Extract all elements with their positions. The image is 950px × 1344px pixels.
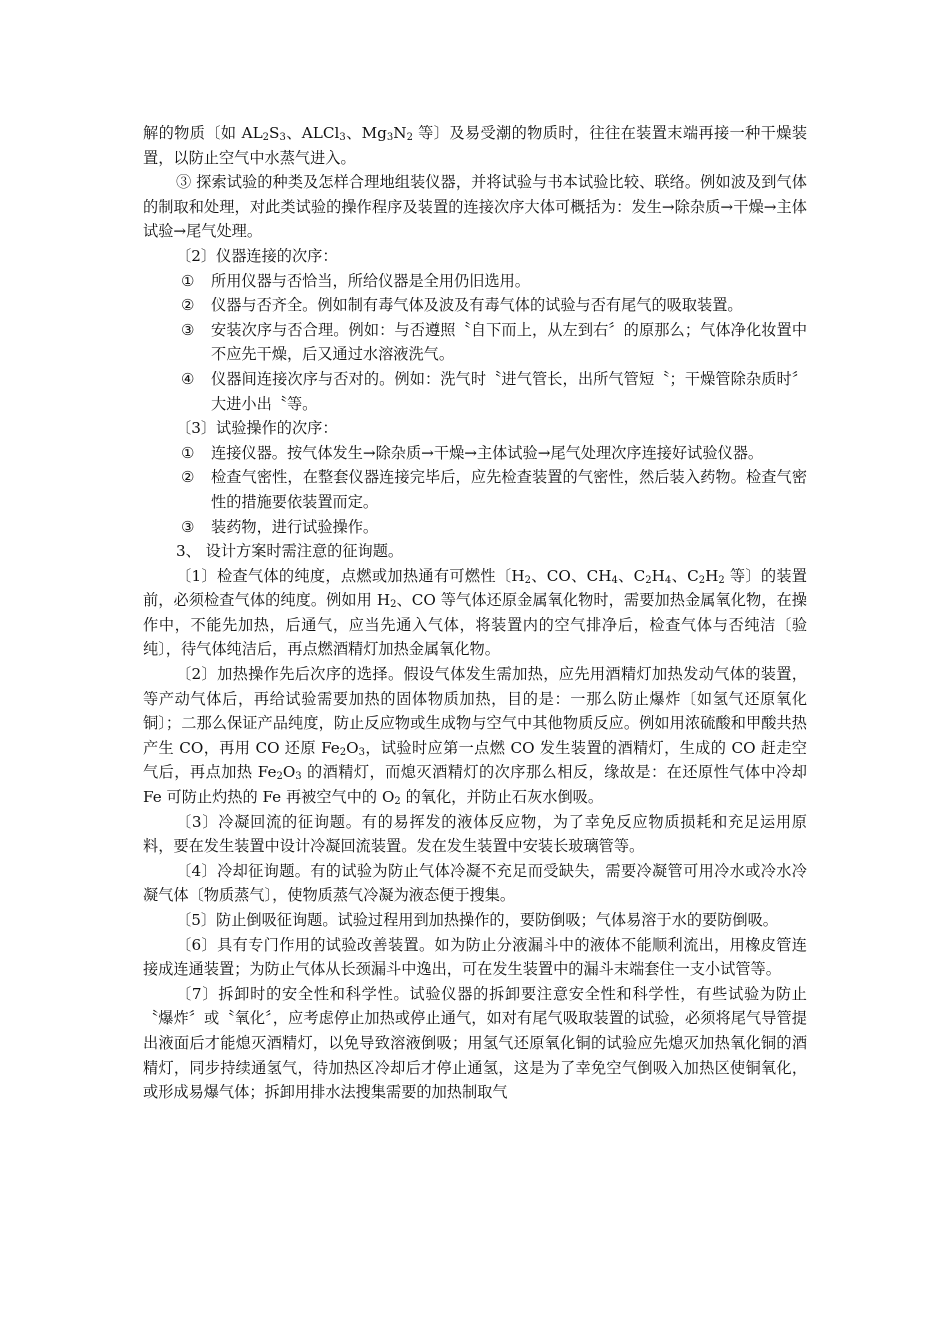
heading-experiment-operation: 〔3〕试验操作的次序： (176, 419, 338, 438)
paragraph-item-3: ③ 探索试验的种类及怎样合理地组装仪器，并将试验与书本试验比较、联络。例如波及到气体的制取和处理，对此类试验的操作程序及装置的连接次序大体可概括为：发生→除杂质→干燥→主体试验→尾气处理。 (143, 173, 807, 241)
heading-instrument-connection: 〔2〕仪器连接的次序： (176, 246, 338, 265)
paragraph-q1: 〔1〕检查气体的纯度，点燃或加热通有可燃性〔$H_2$、CO、$CH_4$、$C_2H_4$、$C_2H_2$ 等〕的装置前，必须检查气体的纯度。例如用 $H_2$、CO 等气体还原金属氧化物时，需要加热金属氧化物，在操作中，不能先加热，后通气，应当先通入气体，将装置内的空气排净后，检查气体与否纯洁〔验纯〕，待气体纯洁后，再点燃酒精灯加热金属氧化物。 (143, 566, 807, 659)
paragraph-q2: 〔2〕加热操作先后次序的选择。假设气体发生需加热，应先用酒精灯加热发动气体的装置，等产动气体后，再给试验需要加热的固体物质加热，目的是：一那么防止爆炸〔如氢气还原氧化铜〕；二那么保证产品纯度，防止反应物或生成物与空气中其他物质反应。例如用浓硫酸和甲酸共热产生 CO，再用 CO 还原 $Fe_2O_3$，试验时应第一点燃 CO 发生装置的酒精灯，生成的 CO 赶走空气后，再点加热 $Fe_2O_3$ 的酒精灯，而熄灭酒精灯的次序那么相反，缘故是：在还原性气体中冷却 Fe 可防止灼热的 Fe 再被空气中的 $O_2$ 的氧化，并防止石灰水倒吸。 (143, 665, 807, 808)
paragraph-intro-continued: 解的物质〔如 $AL_2S_3$、ALCl$_3$、$Mg_3N_2$ 等〕及易受潮的物质时，往往在装置末端再接一种干燥装置，以防止空气中水蒸气进入。 (143, 124, 808, 167)
document-page (143, 121, 807, 1105)
paragraph-q7: 〔7〕拆卸时的安全性和科学性。试验仪器的拆卸要注意安全性和科学性，有些试验为防止〝爆炸〞或〝氧化〞，应考虑停止加热或停止通气，如对有尾气吸取装置的试验，必须将尾气导管提出液面后才能熄灭酒精灯，以免导致溶液倒吸；用氢气还原氧化铜的试验应先熄灭加热氧化铜的酒精灯，同步持续通氢气，待加热区冷却后才停止通氢，这是为了幸免空气倒吸入加热区使铜氧化，或形成易爆气体；拆卸用排水法搜集需要的加热制取气 (143, 984, 807, 1102)
paragraph-q4: 〔4〕冷却征询题。有的试验为防止气体冷凝不充足而受缺失，需要冷凝管可用冷水或冷水冷凝气体〔物质蒸气〕，使物质蒸气冷凝为液态便于搜集。 (143, 861, 807, 905)
list-instrument-connection (143, 269, 807, 417)
list-item: ① 连接仪器。按气体发生→除杂质→干燥→主体试验→尾气处理次序连接好试验仪器。 (181, 443, 764, 462)
paragraph-q5: 〔5〕防止倒吸征询题。试验过程用到加热操作的，要防倒吸；气体易溶于水的要防倒吸。 (176, 911, 778, 929)
list-item: ② 仪器与否齐全。例如制有毒气体及波及有毒气体的试验与否有尾气的吸取装置。 (181, 296, 743, 315)
paragraph-q6: 〔6〕具有专门作用的试验改善装置。如为防止分液漏斗中的液体不能顺利流出，用橡皮管连接成连通装置；为防止气体从长颈漏斗中逸出，可在发生装置中的漏斗末端套住一支小试管等。 (143, 935, 807, 979)
list-item: ③ 安装次序与否合理。例如：与否遵照〝自下而上，从左到右〞的原那么；气体净化妆置中不应先干燥，后又通过水溶液洗气。 (181, 320, 807, 364)
paragraph-q3: 〔3〕冷凝回流的征询题。有的易挥发的液体反应物，为了幸免反应物质损耗和充足运用原料，要在发生装置中设计冷凝回流装置。发在发生装置中安装长玻璃管等。 (143, 812, 807, 856)
section-heading-3: 3、 设计方案时需注意的征询题。 (176, 542, 404, 561)
list-item: ① 所用仪器与否恰当，所给仪器是全用仍旧选用。 (181, 271, 530, 290)
list-experiment-operation (143, 441, 807, 539)
list-item: ④ 仪器间连接次序与否对的。例如：洗气时〝进气管长，出所气管短〝；干燥管除杂质时〞大进小出〝等。 (181, 369, 807, 413)
list-item: ② 检查气密性，在整套仪器连接完毕后，应先检查装置的气密性，然后装入药物。检查气密性的措施要依装置而定。 (181, 468, 807, 511)
list-item: ③ 装药物，进行试验操作。 (181, 517, 379, 536)
